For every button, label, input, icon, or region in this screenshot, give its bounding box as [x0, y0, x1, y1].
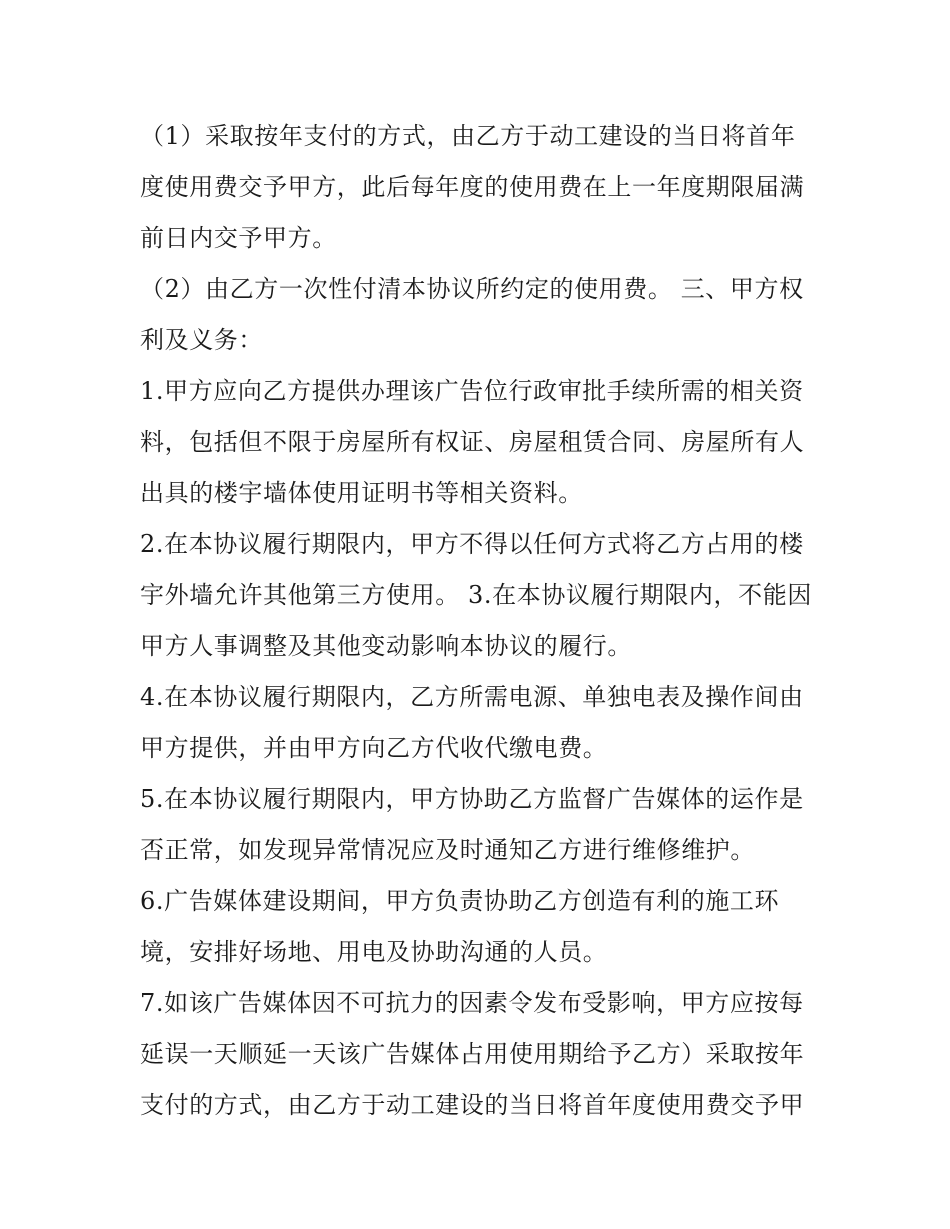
text-line: 宇外墙允许其他第三方使用。 3.在本协议履行期限内，不能因 — [140, 581, 812, 609]
text-line: 1.甲方应向乙方提供办理该广告位行政审批手续所需的相关资 — [140, 377, 804, 405]
text-line: 5.在本协议履行期限内，甲方协助乙方监督广告媒体的运作是 — [140, 785, 804, 813]
text-line: 甲方提供，并由甲方向乙方代收代缴电费。 — [140, 734, 608, 762]
text-line: 利及义务： — [140, 326, 263, 354]
text-line: （2）由乙方一次性付清本协议所约定的使用费。 三、甲方权 — [140, 275, 804, 303]
text-line: 境，安排好场地、用电及协助沟通的人员。 — [140, 938, 608, 966]
text-line: （1）采取按年支付的方式，由乙方于动工建设的当日将首年 — [140, 122, 796, 150]
text-line: 甲方人事调整及其他变动影响本协议的履行。 — [140, 632, 632, 660]
text-line: 否正常，如发现异常情况应及时通知乙方进行维修维护。 — [140, 836, 755, 864]
text-line: 前日内交予甲方。 — [140, 224, 337, 252]
text-line: 度使用费交予甲方，此后每年度的使用费在上一年度期限届满 — [140, 173, 805, 201]
text-line: 2.在本协议履行期限内，甲方不得以任何方式将乙方占用的楼 — [140, 530, 804, 558]
text-line: 7.如该广告媒体因不可抗力的因素令发布受影响，甲方应按每 — [140, 989, 804, 1017]
text-line: 料，包括但不限于房屋所有权证、房屋租赁合同、房屋所有人 — [140, 428, 805, 456]
text-line: 4.在本协议履行期限内，乙方所需电源、单独电表及操作间由 — [140, 683, 804, 711]
document-body — [140, 111, 820, 1131]
text-line: 出具的楼宇墙体使用证明书等相关资料。 — [140, 479, 583, 507]
text-line: 6.广告媒体建设期间，甲方负责协助乙方创造有利的施工环 — [140, 887, 780, 915]
text-line: 支付的方式，由乙方于动工建设的当日将首年度使用费交予甲 — [140, 1091, 805, 1119]
text-line: 延误一天顺延一天该广告媒体占用使用期给予乙方）采取按年 — [140, 1040, 805, 1068]
